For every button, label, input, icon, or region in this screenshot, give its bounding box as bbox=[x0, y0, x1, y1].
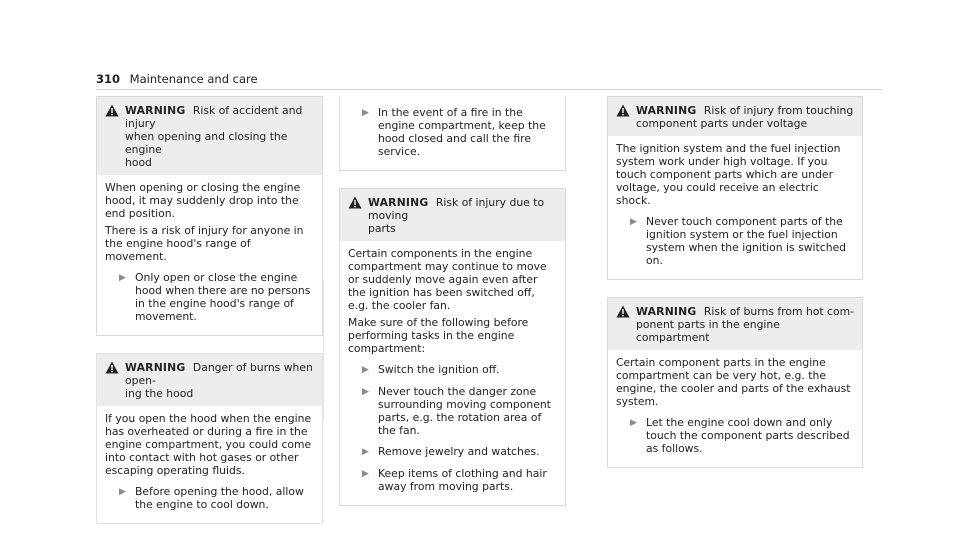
continued-body bbox=[340, 96, 565, 170]
step-arrow-icon: ▶ bbox=[119, 487, 126, 497]
instruction-step: ▶ Never touch component parts of the ignition system or the fuel injection system when the ignition is switched on. bbox=[630, 215, 847, 267]
instruction-step: ▶ Keep items of clothing and hair away from moving parts. bbox=[362, 467, 547, 493]
step-arrow-icon: ▶ bbox=[630, 418, 637, 428]
column-3 bbox=[607, 96, 863, 468]
warning-box-voltage bbox=[607, 96, 863, 280]
warning-header bbox=[97, 97, 322, 175]
warning-triangle-icon bbox=[105, 104, 119, 169]
warning-box-burns bbox=[96, 353, 323, 524]
warning-title: component parts under voltage bbox=[636, 117, 808, 130]
warning-title: Risk of burns from hot com- bbox=[703, 305, 855, 318]
warning-triangle-icon bbox=[105, 361, 119, 400]
warning-header bbox=[97, 354, 322, 406]
warning-box-accident bbox=[96, 96, 323, 336]
warning-body bbox=[97, 175, 322, 335]
warning-body bbox=[97, 406, 322, 523]
warning-title: Risk of accident and injury bbox=[125, 104, 303, 130]
warning-title: ing the hood bbox=[125, 387, 194, 400]
warning-label: WARNING bbox=[368, 196, 429, 209]
warning-title: hood bbox=[125, 156, 152, 169]
warning-body bbox=[608, 350, 862, 467]
instruction-step: ▶ Before opening the hood, allow the engine to cool down. bbox=[119, 485, 304, 511]
step-arrow-icon: ▶ bbox=[362, 447, 369, 457]
instruction-step: ▶ Let the engine cool down and only touch the component parts described as follows. bbox=[630, 416, 850, 455]
page-number: 310 bbox=[96, 72, 121, 86]
section-title: Maintenance and care bbox=[129, 72, 258, 86]
warning-title: Danger of burns when open- bbox=[125, 361, 313, 387]
step-arrow-icon: ▶ bbox=[362, 387, 369, 397]
paragraph: There is a risk of injury for anyone in the engine hood's range of movement. bbox=[105, 224, 304, 263]
step-arrow-icon: ▶ bbox=[362, 108, 369, 118]
column-1 bbox=[96, 96, 323, 524]
warning-title: Risk of injury from touching bbox=[703, 104, 854, 117]
warning-label: WARNING bbox=[636, 104, 697, 117]
warning-body bbox=[340, 241, 565, 505]
step-arrow-icon: ▶ bbox=[362, 469, 369, 479]
warning-header bbox=[608, 298, 862, 350]
header-rule bbox=[96, 89, 882, 90]
continued-box bbox=[339, 96, 566, 171]
page-header bbox=[96, 72, 258, 86]
warning-title: when opening and closing the engine bbox=[125, 130, 288, 156]
column-2 bbox=[339, 96, 566, 506]
paragraph: The ignition system and the fuel injection system work under high voltage. If you touch component parts which are under voltage, you could receive an electric shock. bbox=[616, 142, 841, 207]
instruction-step: ▶ Switch the ignition off. bbox=[362, 363, 500, 376]
warning-label: WARNING bbox=[636, 305, 697, 318]
instruction-step: ▶ In the event of a fire in the engine compartment, keep the hood closed and call the fire service. bbox=[362, 106, 546, 158]
warning-title: parts bbox=[368, 222, 396, 235]
warning-label: WARNING bbox=[125, 361, 186, 374]
warning-title: Risk of injury due to moving bbox=[368, 196, 545, 222]
warning-label: WARNING bbox=[125, 104, 186, 117]
column-divider bbox=[323, 280, 324, 420]
warning-triangle-icon bbox=[348, 196, 362, 235]
paragraph: When opening or closing the engine hood, it may suddenly drop into the end position. bbox=[105, 181, 301, 220]
warning-box-hot-parts bbox=[607, 297, 863, 468]
warning-header bbox=[340, 189, 565, 241]
paragraph: If you open the hood when the engine has overheated or during a fire in the engine compartment, you could come into contact with hot gases or other escaping operating fluids. bbox=[105, 412, 312, 477]
warning-body bbox=[608, 136, 862, 279]
instruction-step: ▶ Never touch the danger zone surrounding moving component parts, e.g. the rotation area of the fan. bbox=[362, 385, 551, 437]
instruction-step: ▶ Remove jewelry and watches. bbox=[362, 445, 540, 458]
warning-title: ponent parts in the engine compartment bbox=[636, 318, 780, 344]
warning-triangle-icon bbox=[616, 104, 630, 130]
paragraph: Make sure of the following before performing tasks in the engine compartment: bbox=[348, 316, 529, 355]
warning-header bbox=[608, 97, 862, 136]
paragraph: Certain component parts in the engine compartment can be very hot, e.g. the engine, the cooler and parts of the exhaust system. bbox=[616, 356, 851, 408]
instruction-step: ▶ Only open or close the engine hood when there are no persons in the engine hood's range of movement. bbox=[119, 271, 311, 323]
step-arrow-icon: ▶ bbox=[119, 273, 126, 283]
paragraph: Certain components in the engine compartment may continue to move or suddenly move again even after the ignition has been switched off, e.g. the cooler fan. bbox=[348, 247, 547, 312]
step-arrow-icon: ▶ bbox=[630, 217, 637, 227]
step-arrow-icon: ▶ bbox=[362, 365, 369, 375]
warning-box-moving-parts bbox=[339, 188, 566, 506]
warning-triangle-icon bbox=[616, 305, 630, 344]
